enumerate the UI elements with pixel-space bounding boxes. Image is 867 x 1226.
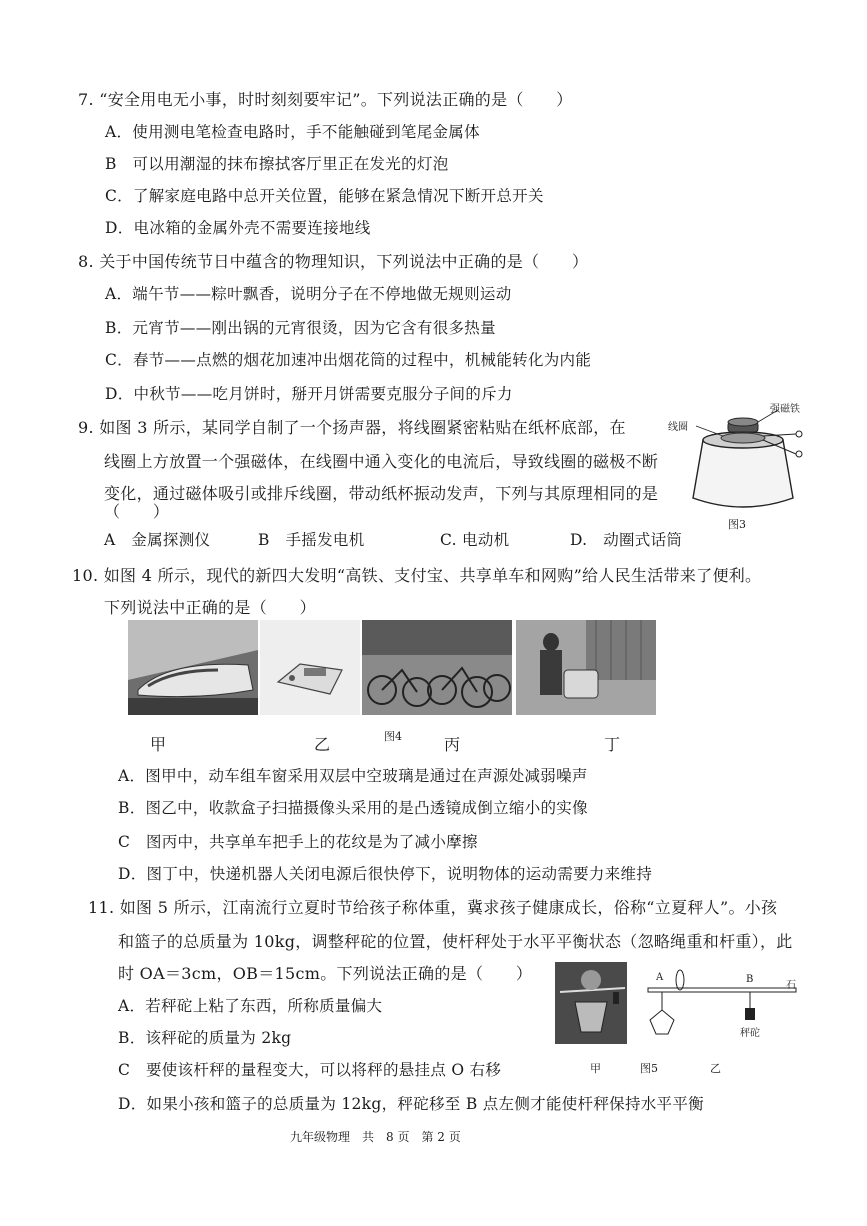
- q8-option-c: C．春节——点燃的烟花加速冲出烟花筒的过程中，机械能转化为内能: [105, 351, 592, 369]
- fig4-label-jia: 甲: [150, 735, 167, 754]
- fig4-label-bing: 丙: [444, 735, 461, 754]
- fig3-caption: 图3: [728, 518, 746, 531]
- q8-stem: 8. 关于中国传统节日中蕴含的物理知识，下列说法中正确的是（ ）: [78, 252, 589, 271]
- figure-3-speaker: [668, 398, 818, 531]
- q11-option-a: A．若秤砣上粘了东西，所称质量偏大: [118, 997, 383, 1015]
- q11-option-b: B．该秤砣的质量为 2kg: [118, 1029, 292, 1047]
- q7-option-c: C．了解家庭电路中总开关位置，能够在紧急情况下断开总开关: [105, 187, 544, 205]
- figure-5-weighing-child-photo: [555, 962, 627, 1044]
- q10-option-d: D．图丁中，快递机器人关闭电源后很快停下，说明物体的运动需要力来维持: [118, 865, 653, 883]
- q11-line-3: 时 OA＝3cm，OB＝15cm。下列说法正确的是（ ）: [118, 964, 533, 983]
- q11-line-2: 和篮子的总质量为 10kg，调整秤砣的位置，使杆秤处于水平平衡状态（忽略绳重和杆重），此: [118, 932, 793, 951]
- q9-line-2: 线圈上方放置一个强磁体，在线圈中通入变化的电流后，导致线圈的磁极不断: [104, 452, 659, 471]
- fig4-label-yi: 乙: [314, 735, 331, 754]
- q7-option-a: A．使用测电笔检查电路时，手不能触碰到笔尾金属体: [105, 123, 480, 141]
- q9-line-3: 变化，通过磁体吸引或排斥线圈，带动纸杯振动发声，下列与其原理相同的是: [104, 484, 659, 503]
- q7-option-d: D．电冰箱的金属外壳不需要连接地线: [105, 219, 371, 237]
- q10-option-a: A．图甲中，动车组车窗采用双层中空玻璃是通过在声源处减弱噪声: [118, 767, 588, 785]
- fig5-left-label: 甲: [590, 1062, 601, 1075]
- fig5-caption: 图5: [640, 1062, 658, 1075]
- q10-option-c: C 图丙中，共享单车把手上的花纹是为了减小摩擦: [118, 833, 478, 851]
- figure-4-payment-box-photo: [260, 620, 360, 715]
- fig5-right-label: 乙: [710, 1062, 721, 1075]
- figure-4-delivery-robot-photo: [516, 620, 656, 715]
- fig5-weight-label: 秤砣: [740, 1028, 760, 1039]
- q8-option-d: D．中秋节——吃月饼时，掰开月饼需要克服分子间的斥力: [105, 385, 513, 403]
- fig5-point-a: A: [656, 972, 664, 983]
- q11-line-1: 11. 如图 5 所示，江南流行立夏时节给孩子称体重，冀求孩子健康成长，俗称“立夏秤人”。小孩: [88, 898, 778, 917]
- q9-line-1: 9. 如图 3 所示，某同学自制了一个扬声器，将线圈紧密粘贴在纸杯底部，在: [78, 418, 626, 437]
- fig4-label-ding: 丁: [604, 735, 621, 754]
- fig3-magnet-label: 强磁铁: [770, 404, 800, 415]
- q10-line-2: 下列说法中正确的是（ ）: [104, 598, 316, 617]
- q11-option-c: C 要使该杆秤的量程变大，可以将秤的悬挂点 O 右移: [118, 1061, 502, 1079]
- figure-4-shared-bikes-photo: [362, 620, 512, 715]
- q7-option-b: B 可以用潮湿的抹布擦拭客厅里正在发光的灯泡: [105, 155, 449, 173]
- fig3-coil-label: 线圈: [668, 422, 688, 433]
- q9-option-a: A 金属探测仪: [104, 531, 211, 549]
- q8-option-a: A．端午节——粽叶飘香，说明分子在不停地做无规则运动: [105, 285, 512, 303]
- q11-option-d: D．如果小孩和篮子的总质量为 12kg，秤砣移至 B 点左侧才能使杆秤保持水平平衡: [118, 1095, 704, 1113]
- q8-option-b: B．元宵节——刚出锅的元宵很烫，因为它含有很多热量: [105, 319, 496, 337]
- figure-4-high-speed-train-photo: [128, 620, 258, 715]
- q10-line-1: 10. 如图 4 所示，现代的新四大发明“高铁、支付宝、共享单车和网购”给人民生活带来了便利。: [72, 566, 762, 585]
- q10-option-b: B．图乙中，收款盒子扫描摄像头采用的是凸透镜成倒立缩小的实像: [118, 799, 588, 817]
- page-footer: 九年级物理 共 8 页 第 2 页: [290, 1130, 461, 1144]
- q7-stem: 7. “安全用电无小事，时时刻刻要牢记”。下列说法正确的是（ ）: [78, 90, 573, 109]
- figure-5-steelyard-diagram: [640, 962, 800, 1052]
- fig5-point-b: B: [746, 974, 754, 985]
- q9-option-b: B 手摇发电机: [258, 531, 365, 549]
- q9-option-d: D. 动圈式话筒: [570, 531, 683, 549]
- fig4-caption: 图4: [384, 730, 402, 743]
- q9-option-c: C. 电动机: [440, 531, 510, 549]
- fig5-end-label: 石: [786, 980, 796, 991]
- q9-line-4: （ ）: [104, 502, 170, 521]
